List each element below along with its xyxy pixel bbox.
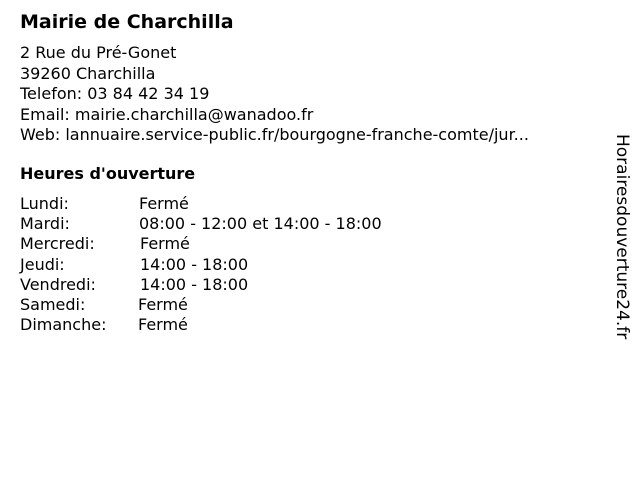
- day-hours: Fermé: [138, 315, 188, 335]
- day-hours: 14:00 - 18:00: [140, 274, 249, 294]
- phone-number: Telefon: 03 84 42 34 19: [20, 84, 210, 103]
- day-label: Mercredi:: [20, 234, 95, 254]
- brand-watermark: Horairesdouverture24.fr: [612, 134, 632, 340]
- day-hours: 08:00 - 12:00 et 14:00 - 18:00: [139, 214, 382, 234]
- address-block: [20, 43, 529, 146]
- street-address: 2 Rue du Pré-Gonet: [20, 43, 177, 62]
- opening-hours-heading: Heures d'ouverture: [20, 164, 196, 183]
- day-label: Dimanche:: [20, 315, 107, 335]
- day-label: Samedi:: [20, 294, 86, 314]
- email-address: Email: mairie.charchilla@wanadoo.fr: [20, 104, 314, 124]
- day-hours: Fermé: [138, 294, 188, 314]
- page-title: Mairie de Charchilla: [20, 11, 234, 33]
- city-postcode: 39260 Charchilla: [20, 63, 156, 83]
- day-label: Jeudi:: [20, 254, 65, 274]
- day-hours: Fermé: [139, 194, 189, 213]
- website-link: Web: lannuaire.service-public.fr/bourgogne-franche-comte/jur...: [20, 125, 529, 144]
- day-label: Lundi:: [20, 194, 69, 213]
- day-hours: 14:00 - 18:00: [140, 254, 249, 274]
- day-label: Vendredi:: [20, 274, 96, 294]
- day-hours: Fermé: [140, 234, 190, 254]
- day-label: Mardi:: [20, 214, 70, 234]
